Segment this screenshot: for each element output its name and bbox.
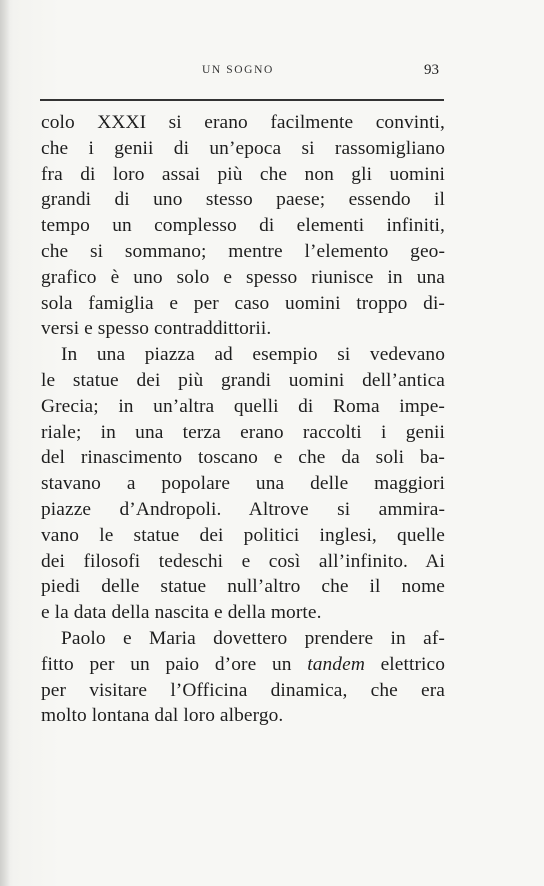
text-line: dei filosofi tedeschi e così all’infinito. Ai (41, 550, 445, 572)
page-number: 93 (424, 62, 439, 78)
text-line: e la data della nascita e della morte. (41, 602, 322, 624)
text-line: In una piazza ad esempio si vedevano (61, 344, 445, 366)
text-line: che i genii di un’epoca si rassomigliano (41, 137, 445, 159)
text-line: colo XXXI si erano facilmente convinti, (41, 112, 445, 133)
text-line: per visitare l’Officina dinamica, che era (41, 679, 445, 701)
body-text (41, 110, 445, 729)
text-line: le statue dei più grandi uomini dell’antica (41, 369, 445, 391)
text-line: piazze d’Andropoli. Altrove si ammira- (41, 498, 445, 520)
text-line: Paolo e Maria dovettero prendere in af- (61, 627, 445, 649)
text-line: che si sommano; mentre l’elemento geo- (41, 240, 445, 262)
text-segment: fitto per un paio d’ore un (41, 653, 292, 675)
running-head-title: UN SOGNO (202, 64, 274, 76)
text-line: grandi di uno stesso paese; essendo il (41, 189, 445, 211)
text-line: vano le statue dei politici inglesi, quelle (41, 524, 445, 546)
page-edge-shadow (0, 0, 10, 886)
text-line: Grecia; in un’altra quelli di Roma impe- (41, 395, 445, 417)
text-line: grafico è uno solo e spesso riunisce in una (41, 266, 445, 288)
text-line: tempo un complesso di elementi infiniti, (41, 215, 445, 237)
paragraph-1 (41, 110, 445, 342)
text-line: molto lontana dal loro albergo. (41, 705, 284, 727)
text-line: sola famiglia e per caso uomini troppo di- (41, 292, 445, 314)
text-line: fra di loro assai più che non gli uomini (41, 163, 445, 185)
text-line-mixed (41, 652, 445, 678)
paragraph-3 (41, 626, 445, 729)
text-line: del rinascimento toscano e che da soli ba- (41, 447, 445, 469)
text-line: piedi delle statue null’altro che il nome (41, 576, 445, 598)
text-line: riale; in una terza erano raccolti i genii (41, 421, 445, 443)
text-line: stavano a popolare una delle maggiori (41, 473, 445, 495)
text-line: versi e spesso contraddittorii. (41, 318, 272, 340)
text-segment: elettrico (380, 653, 446, 675)
paragraph-2 (41, 342, 445, 626)
running-head (0, 62, 544, 86)
italic-word: tandem (307, 653, 365, 675)
header-rule (40, 99, 444, 101)
